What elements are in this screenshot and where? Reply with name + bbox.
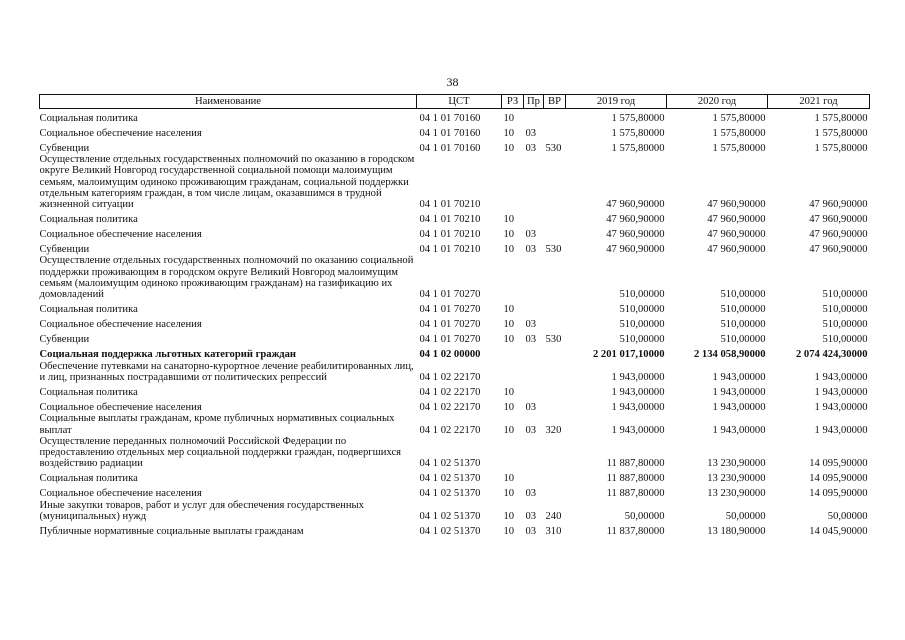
row-pr: 03	[525, 127, 537, 139]
row-rz: 10	[503, 304, 515, 316]
row-2020-value: 13 230,90000	[707, 473, 766, 485]
row-2019-value: 1 943,00000	[611, 401, 665, 413]
row-pr: 03	[525, 424, 537, 436]
row-pr: 03	[525, 142, 537, 154]
row-name: Социальное обеспечение населения	[39, 229, 202, 241]
row-pr	[524, 210, 544, 225]
row-name: Социальная политика	[39, 112, 138, 124]
row-cst: 04 1 02 00000	[419, 349, 481, 361]
header-pr: Пр	[524, 95, 544, 109]
row-2021-value: 50,00000	[827, 511, 868, 523]
row-rz	[502, 361, 524, 384]
table-row	[40, 383, 870, 398]
row-2020-value: 1 575,80000	[712, 142, 766, 154]
row-2019-value: 510,00000	[619, 289, 665, 301]
row-pr	[524, 436, 544, 470]
row-pr	[524, 346, 544, 361]
row-cst: 04 1 01 70270	[419, 334, 481, 346]
row-pr	[524, 255, 544, 300]
row-2019-value: 1 575,80000	[611, 142, 665, 154]
row-rz: 10	[503, 386, 515, 398]
row-pr: 03	[525, 511, 537, 523]
table-row	[40, 210, 870, 225]
table-header-row	[40, 95, 870, 109]
row-2021-value: 14 095,90000	[809, 458, 868, 470]
row-rz: 10	[503, 142, 515, 154]
header-2019: 2019 год	[566, 95, 667, 109]
row-rz: 10	[503, 488, 515, 500]
row-vr: 530	[545, 334, 562, 346]
table-row	[40, 522, 870, 537]
row-name: Социальное обеспечение населения	[39, 488, 202, 500]
row-rz	[502, 255, 524, 300]
row-name: Осуществление отдельных государственных полномочий по оказанию в городском округе Великий Новгород государственной социальной помощи малоимущим семьям, малоимущим одиноко проживающим гражданам, социальной поддержки отдельным категориям граждан, в том числе лицам, оказавшимся в трудной жизненной ситуации	[39, 154, 415, 211]
row-name: Осуществление переданных полномочий Российской Федерации по предоставлению отдельных мер социальной поддержки граждан, подвергшихся воздействию радиации	[39, 435, 402, 470]
row-2020-value: 2 134 058,90000	[693, 349, 766, 361]
row-2021-value: 47 960,90000	[809, 214, 868, 226]
page-number: 38	[446, 75, 459, 89]
table-row	[40, 154, 870, 210]
row-vr	[544, 255, 566, 300]
row-vr	[544, 361, 566, 384]
table-row	[40, 470, 870, 485]
row-name: Субвенции	[39, 142, 90, 154]
row-vr: 240	[545, 511, 562, 523]
row-2019-value: 1 943,00000	[611, 371, 665, 383]
row-pr: 03	[525, 319, 537, 331]
row-name: Обеспечение путевками на санаторно-курортное лечение реабилитированных лиц, и лиц, признанных пострадавшими от политических репрессий	[39, 360, 414, 383]
row-cst: 04 1 01 70160	[419, 127, 481, 139]
row-2021-value: 14 095,90000	[809, 488, 868, 500]
table-row	[40, 301, 870, 316]
row-name: Социальное обеспечение населения	[39, 127, 202, 139]
row-2020-value: 1 943,00000	[712, 424, 766, 436]
row-pr	[524, 154, 544, 210]
row-2021-value: 1 575,80000	[814, 112, 868, 124]
row-2020-value: 510,00000	[720, 334, 766, 346]
header-2020: 2020 год	[667, 95, 768, 109]
row-2021-value: 14 045,90000	[809, 526, 868, 538]
row-rz: 10	[503, 319, 515, 331]
row-2020-value: 13 180,90000	[707, 526, 766, 538]
row-rz: 10	[503, 214, 515, 226]
row-2021-value: 510,00000	[822, 334, 868, 346]
row-2020-value: 1 943,00000	[712, 386, 766, 398]
row-rz: 10	[503, 511, 515, 523]
row-rz: 10	[503, 229, 515, 241]
row-2021-value: 47 960,90000	[809, 199, 868, 211]
row-2019-value: 1 575,80000	[611, 127, 665, 139]
row-2019-value: 1 943,00000	[611, 424, 665, 436]
header-2021: 2021 год	[768, 95, 870, 109]
row-cst: 04 1 02 22170	[419, 401, 481, 413]
row-2019-value: 11 887,80000	[606, 488, 665, 500]
row-cst: 04 1 01 70210	[419, 199, 481, 211]
row-name: Социальные выплаты гражданам, кроме публичных нормативных социальных выплат	[39, 413, 395, 436]
row-pr: 03	[525, 229, 537, 241]
table-row	[40, 346, 870, 361]
row-rz	[502, 346, 524, 361]
row-2021-value: 1 943,00000	[814, 386, 868, 398]
row-vr: 320	[545, 424, 562, 436]
row-2019-value: 510,00000	[619, 304, 665, 316]
budget-table	[39, 94, 870, 537]
row-cst: 04 1 02 22170	[419, 371, 481, 383]
row-2019-value: 1 575,80000	[611, 112, 665, 124]
row-vr	[544, 398, 566, 413]
table-row	[40, 485, 870, 500]
row-vr	[544, 225, 566, 240]
row-2021-value: 1 575,80000	[814, 127, 868, 139]
row-cst: 04 1 02 51370	[419, 458, 481, 470]
row-pr: 03	[525, 334, 537, 346]
row-2020-value: 1 575,80000	[712, 112, 766, 124]
row-2021-value: 510,00000	[822, 304, 868, 316]
row-2021-value: 47 960,90000	[809, 229, 868, 241]
row-2020-value: 510,00000	[720, 304, 766, 316]
row-pr	[524, 470, 544, 485]
row-2020-value: 1 943,00000	[712, 401, 766, 413]
header-cst: ЦСТ	[417, 95, 502, 109]
table-row	[40, 316, 870, 331]
row-2019-value: 11 837,80000	[606, 526, 665, 538]
row-2021-value: 47 960,90000	[809, 244, 868, 256]
table-row	[40, 109, 870, 125]
row-cst: 04 1 01 70210	[419, 229, 481, 241]
row-name: Социальная политика	[39, 214, 138, 226]
row-cst: 04 1 01 70160	[419, 142, 481, 154]
header-name: Наименование	[40, 95, 417, 109]
table-body	[40, 109, 870, 538]
row-name: Субвенции	[39, 334, 90, 346]
row-pr	[524, 109, 544, 125]
row-cst: 04 1 01 70160	[419, 112, 481, 124]
row-2019-value: 50,00000	[624, 511, 665, 523]
table-row	[40, 413, 870, 436]
row-rz: 10	[503, 401, 515, 413]
header-vr: ВР	[544, 95, 566, 109]
row-name: Социальное обеспечение населения	[39, 319, 202, 331]
row-2020-value: 1 943,00000	[712, 371, 766, 383]
row-vr	[544, 470, 566, 485]
row-pr: 03	[525, 244, 537, 256]
row-2021-value: 2 074 424,30000	[795, 349, 868, 361]
row-pr: 03	[525, 526, 537, 538]
row-pr	[524, 383, 544, 398]
row-pr	[524, 361, 544, 384]
row-name: Осуществление отдельных государственных полномочий по оказанию социальной поддержки проживающим в городском округе Великий Новгород малоимущим семьям (малоимущим одиноко проживающим гражданам) на газификацию их домовладений	[39, 255, 414, 301]
row-2019-value: 47 960,90000	[606, 244, 665, 256]
row-cst: 04 1 01 70270	[419, 289, 481, 301]
row-cst: 04 1 02 51370	[419, 488, 481, 500]
row-2021-value: 1 575,80000	[814, 142, 868, 154]
row-cst: 04 1 02 22170	[419, 386, 481, 398]
row-vr	[544, 346, 566, 361]
row-2021-value: 1 943,00000	[814, 424, 868, 436]
row-name: Субвенции	[39, 244, 90, 256]
row-2019-value: 1 943,00000	[611, 386, 665, 398]
row-vr: 530	[545, 142, 562, 154]
table-row	[40, 225, 870, 240]
row-name: Социальная политика	[39, 304, 138, 316]
row-2020-value: 510,00000	[720, 319, 766, 331]
row-cst: 04 1 01 70210	[419, 244, 481, 256]
table-row	[40, 398, 870, 413]
row-rz	[502, 436, 524, 470]
row-cst: 04 1 01 70270	[419, 304, 481, 316]
row-vr	[544, 383, 566, 398]
row-2020-value: 13 230,90000	[707, 488, 766, 500]
table-row	[40, 240, 870, 255]
row-vr	[544, 301, 566, 316]
table-row	[40, 255, 870, 300]
row-rz: 10	[503, 127, 515, 139]
row-2021-value: 510,00000	[822, 289, 868, 301]
row-2021-value: 14 095,90000	[809, 473, 868, 485]
table-row	[40, 331, 870, 346]
row-vr	[544, 436, 566, 470]
row-2021-value: 510,00000	[822, 319, 868, 331]
table-row	[40, 500, 870, 523]
row-2020-value: 13 230,90000	[707, 458, 766, 470]
row-cst: 04 1 02 51370	[419, 526, 481, 538]
row-rz: 10	[503, 244, 515, 256]
row-vr: 530	[545, 244, 562, 256]
row-2019-value: 47 960,90000	[606, 229, 665, 241]
row-cst: 04 1 01 70270	[419, 319, 481, 331]
row-2019-value: 510,00000	[619, 334, 665, 346]
row-vr	[544, 316, 566, 331]
row-pr: 03	[525, 401, 537, 413]
row-2019-value: 11 887,80000	[606, 473, 665, 485]
row-name: Социальная поддержка льготных категорий граждан	[39, 349, 297, 361]
row-cst: 04 1 02 51370	[419, 511, 481, 523]
row-vr	[544, 485, 566, 500]
table-row	[40, 361, 870, 384]
table-row	[40, 124, 870, 139]
row-vr	[544, 124, 566, 139]
row-rz: 10	[503, 526, 515, 538]
row-name: Публичные нормативные социальные выплаты гражданам	[39, 526, 304, 538]
row-2020-value: 510,00000	[720, 289, 766, 301]
row-rz: 10	[503, 473, 515, 485]
row-pr: 03	[525, 488, 537, 500]
row-2021-value: 1 943,00000	[814, 371, 868, 383]
row-rz: 10	[503, 424, 515, 436]
row-rz: 10	[503, 334, 515, 346]
header-rz: РЗ	[502, 95, 524, 109]
row-2019-value: 47 960,90000	[606, 199, 665, 211]
row-vr	[544, 154, 566, 210]
row-2019-value: 11 887,80000	[606, 458, 665, 470]
row-2020-value: 1 575,80000	[712, 127, 766, 139]
row-2020-value: 50,00000	[725, 511, 766, 523]
row-cst: 04 1 02 22170	[419, 424, 481, 436]
row-vr: 310	[545, 526, 562, 538]
row-rz: 10	[503, 112, 515, 124]
row-name: Социальная политика	[39, 473, 138, 485]
row-rz	[502, 154, 524, 210]
table-row	[40, 139, 870, 154]
row-cst: 04 1 01 70210	[419, 214, 481, 226]
row-vr	[544, 210, 566, 225]
row-2020-value: 47 960,90000	[707, 244, 766, 256]
row-2019-value: 47 960,90000	[606, 214, 665, 226]
row-2020-value: 47 960,90000	[707, 214, 766, 226]
row-2020-value: 47 960,90000	[707, 229, 766, 241]
row-pr	[524, 301, 544, 316]
row-name: Иные закупки товаров, работ и услуг для обеспечения государственных (муниципальных) нужд	[39, 499, 364, 523]
row-vr	[544, 109, 566, 125]
row-2019-value: 510,00000	[619, 319, 665, 331]
row-2019-value: 2 201 017,10000	[592, 349, 665, 361]
row-2021-value: 1 943,00000	[814, 401, 868, 413]
row-2020-value: 47 960,90000	[707, 199, 766, 211]
row-cst: 04 1 02 51370	[419, 473, 481, 485]
row-name: Социальная политика	[39, 386, 138, 398]
table-row	[40, 436, 870, 470]
row-name: Социальное обеспечение населения	[39, 401, 202, 413]
